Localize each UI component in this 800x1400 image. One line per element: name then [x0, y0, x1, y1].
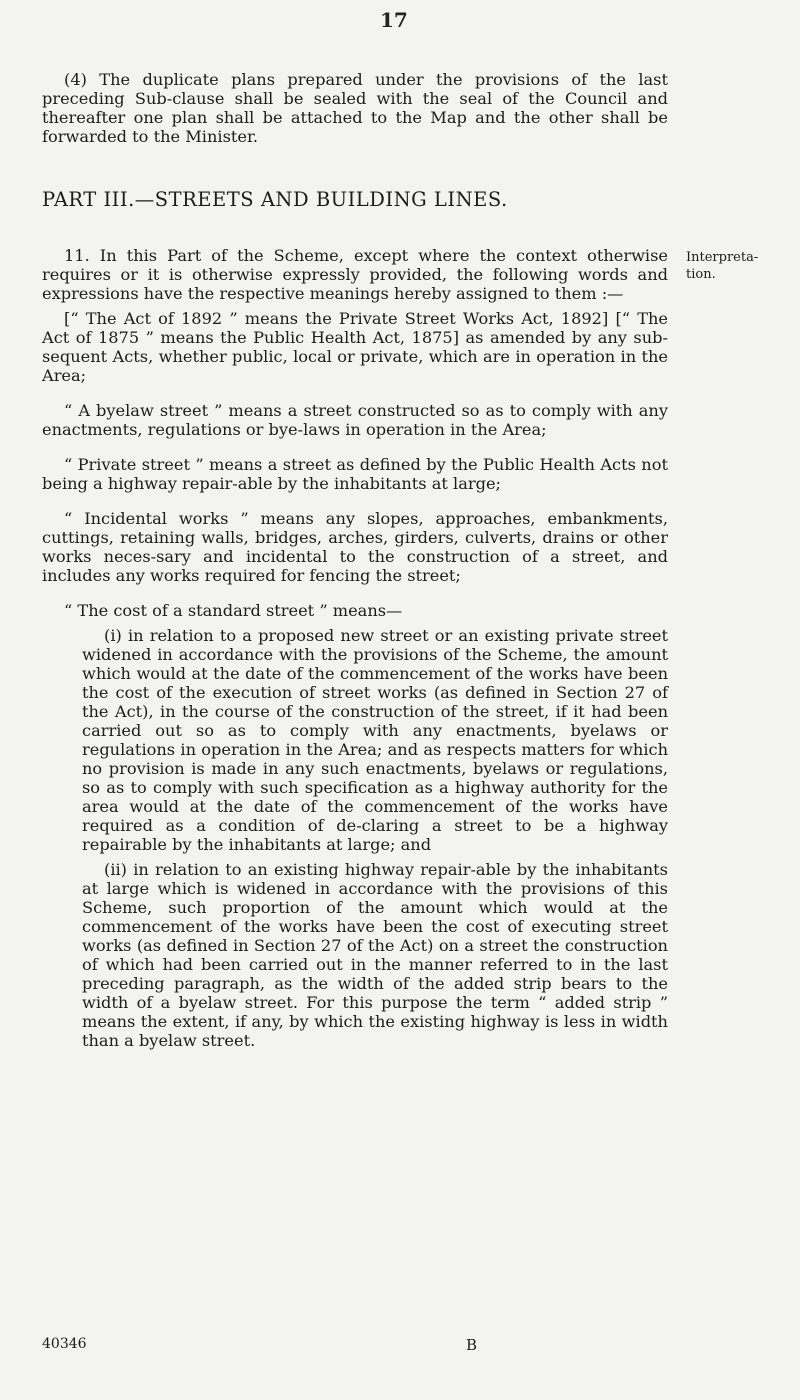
definition-cost-standard-street: “ The cost of a standard street ” means— — [64, 601, 403, 620]
signature-mark: B — [466, 1336, 478, 1354]
page-number: 17 — [380, 8, 408, 32]
sub-item-i: (i) in relation to a proposed new street or an existing private street widened in accordance with the provisions of the Scheme, the amount which would at the date of the commencement of the works have been the cost of the execution of street works (as defined in Section 27 of the Act), in the course of the construction of the street, if it had been carried out so as to comply with any enactments, byelaws or regulations in operation in the Area; and as respects matters for which no provision is made in any such enactments, byelaws or regulations, so as to comply with such specification as a highway authority for the area would at the date of the commencement of the works have required as a condition of de-claring a street to be a highway repairable by the inhabitants at large; and — [82, 626, 668, 854]
part-heading: PART III.—STREETS AND BUILDING LINES. — [42, 188, 508, 211]
sub-item-ii: (ii) in relation to an existing highway repair-able by the inhabitants at large which is widened in accordance with the provisions of this Scheme, such proportion of the amount which would at the commencement of the works have been the cost of executing street works (as defined in Section 27 of the Act) on a street the construction of which had been carried out in the manner referred to in the last preceding paragraph, as the width of the added strip bears to the width of a byelaw street. For this purpose the term “ added strip ” means the extent, if any, by which the existing highway is less in width than a byelaw street. — [82, 860, 668, 1050]
definition-incidental-works: “ Incidental works ” means any slopes, approaches, embankments, cuttings, retaining walls, bridges, arches, girders, culverts, drains or other works neces-sary and incidental to the construction of a street, and includes any works required for fencing the street; — [42, 509, 668, 585]
margin-note-interpretation: Interpreta-tion. — [686, 250, 759, 282]
paragraph-4-text: (4) The duplicate plans prepared under the provisions of the last preceding Sub-clause shall be sealed with the seal of the Council and thereafter one plan shall be attached to the Map and the other shall be forwarded to the Minister. — [42, 70, 668, 146]
definition-acts: [“ The Act of 1892 ” means the Private Street Works Act, 1892] [“ The Act of 1875 ” means the Public Health Act, 1875] as amended by any sub-sequent Acts, whether public, local or private, which are in operation in the Area; — [42, 309, 668, 385]
print-code: 40346 — [42, 1336, 87, 1352]
definition-byelaw-street: “ A byelaw street ” means a street constructed so as to comply with any enactments, regulations or bye-laws in operation in the Area; — [42, 401, 668, 439]
definition-private-street: “ Private street ” means a street as defined by the Public Health Acts not being a highway repair-able by the inhabitants at large; — [42, 455, 668, 493]
section-11-intro: 11. In this Part of the Scheme, except where the context otherwise requires or it is otherwise expressly provided, the following words and expressions have the respective meanings hereby assigned to them :— — [42, 246, 668, 303]
paragraph-4 — [42, 70, 668, 146]
section-11 — [42, 246, 668, 1050]
